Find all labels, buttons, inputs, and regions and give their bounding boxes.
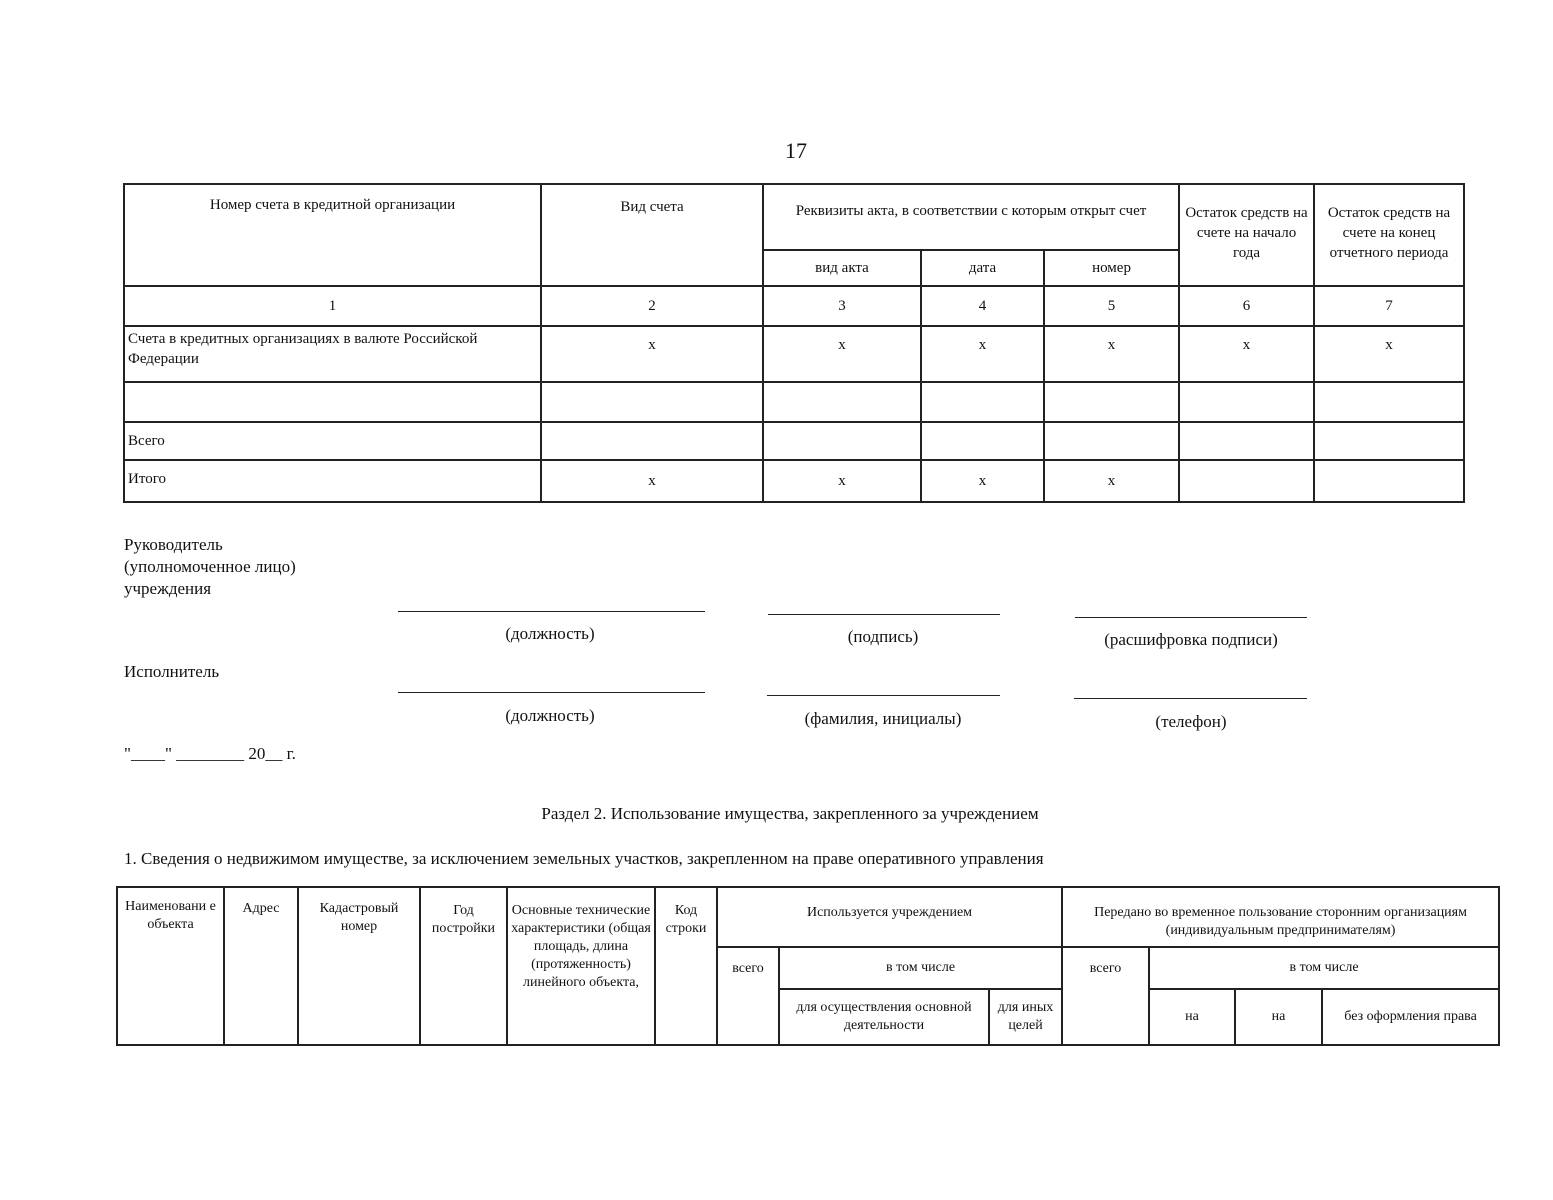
header-transferred-on: на [1149,989,1235,1045]
column-number: 2 [541,286,763,326]
header-account-number: Номер счета в кредитной организации [124,184,541,286]
decoding-signature-line[interactable] [1075,617,1307,618]
phone-caption: (телефон) [1155,712,1227,731]
header-transferred-total: всего [1062,947,1149,1045]
table-row [124,382,1464,422]
header-name: Наименовани е объекта [117,887,224,1045]
position-caption: (должность) [505,624,595,643]
header-transferred-on: на [1235,989,1322,1045]
head-label-line: Руководитель [124,535,223,554]
header-balance-start: Остаток средств на счете на начало года [1179,184,1314,286]
table-cell [1179,382,1314,422]
header-transferred-including: в том числе [1149,947,1499,989]
executor-position-line[interactable] [398,692,705,693]
header-account-type: Вид счета [541,184,763,286]
header-transferred: Передано во временное пользование сторонним организациям (индивидуальным предпринимателям) [1062,887,1499,947]
table-cell [1044,422,1179,460]
column-number: 6 [1179,286,1314,326]
signature-caption: (подпись) [847,627,919,646]
row-label: Всего [124,422,541,460]
table-cell [541,422,763,460]
row-label [124,382,541,422]
table-cell [921,382,1044,422]
head-label-line: (уполномоченное лицо) [124,557,296,576]
column-number: 7 [1314,286,1464,326]
page-number: 17 [785,138,807,163]
table-row [124,460,1464,502]
section-title: Раздел 2. Использование имущества, закрепленного за учреждением [541,804,1039,823]
table-cell [1179,460,1314,502]
header-balance-end: Остаток средств на счете на конец отчетного периода [1314,184,1464,286]
table-cell: x [763,326,921,382]
header-line-code: Код строки [655,887,717,1045]
signature-line[interactable] [768,614,1000,615]
header-address: Адрес [224,887,298,1045]
executor-phone-line[interactable] [1074,698,1307,699]
column-number: 1 [124,286,541,326]
column-number: 4 [921,286,1044,326]
table-row [124,326,1464,382]
table-cell [1044,382,1179,422]
name-caption: (фамилия, инициалы) [804,709,962,728]
table-cell: x [921,326,1044,382]
table-cell [921,422,1044,460]
header-transferred-no-right: без оформления права [1322,989,1499,1045]
row-label: Счета в кредитных организациях в валюте Российской Федерации [124,326,541,382]
position-signature-line[interactable] [398,611,705,612]
header-used-other: для иных целей [989,989,1062,1045]
executor-name-line[interactable] [767,695,1000,696]
table-cell: x [1044,460,1179,502]
table-cell [1314,460,1464,502]
header-year: Год постройки [420,887,507,1045]
table-row [124,422,1464,460]
table-cell [541,382,763,422]
table-cell [763,422,921,460]
table-cell: x [1044,326,1179,382]
header-cadastral: Кадастровый номер [298,887,420,1045]
table-cell: x [541,326,763,382]
head-label-line: учреждения [124,579,212,598]
header-characteristics: Основные технические характеристики (общая площадь, длина (протяженность) линейного объекта, [507,887,655,1045]
accounts-table [123,183,1465,503]
header-act-details: Реквизиты акта, в соответствии с которым открыт счет [763,184,1179,250]
header-act-number: номер [1044,250,1179,286]
header-used-total: всего [717,947,779,1045]
table-cell [1314,422,1464,460]
table-cell: x [1314,326,1464,382]
column-number: 3 [763,286,921,326]
executor-position-caption: (должность) [505,706,595,725]
table-cell: x [1179,326,1314,382]
column-number-row [124,286,1464,326]
table-cell: x [541,460,763,502]
row-label: Итого [124,460,541,502]
header-act-date: дата [921,250,1044,286]
executor-label: Исполнитель [124,662,220,681]
table-cell [763,382,921,422]
head-label [124,534,296,600]
column-number: 5 [1044,286,1179,326]
header-used-including: в том числе [779,947,1062,989]
table-cell [1314,382,1464,422]
table-cell: x [921,460,1044,502]
header-used-main: для осуществления основной деятельности [779,989,989,1045]
section-subtitle: 1. Сведения о недвижимом имуществе, за исключением земельных участков, закрепленном на праве оперативного управления [124,849,1044,868]
date-line: "____" ________ 20__ г. [124,744,296,763]
table-cell [1179,422,1314,460]
table-cell: x [763,460,921,502]
header-act-type: вид акта [763,250,921,286]
header-used-by: Используется учреждением [717,887,1062,947]
decoding-caption: (расшифровка подписи) [1104,630,1278,649]
property-table [116,886,1500,1046]
